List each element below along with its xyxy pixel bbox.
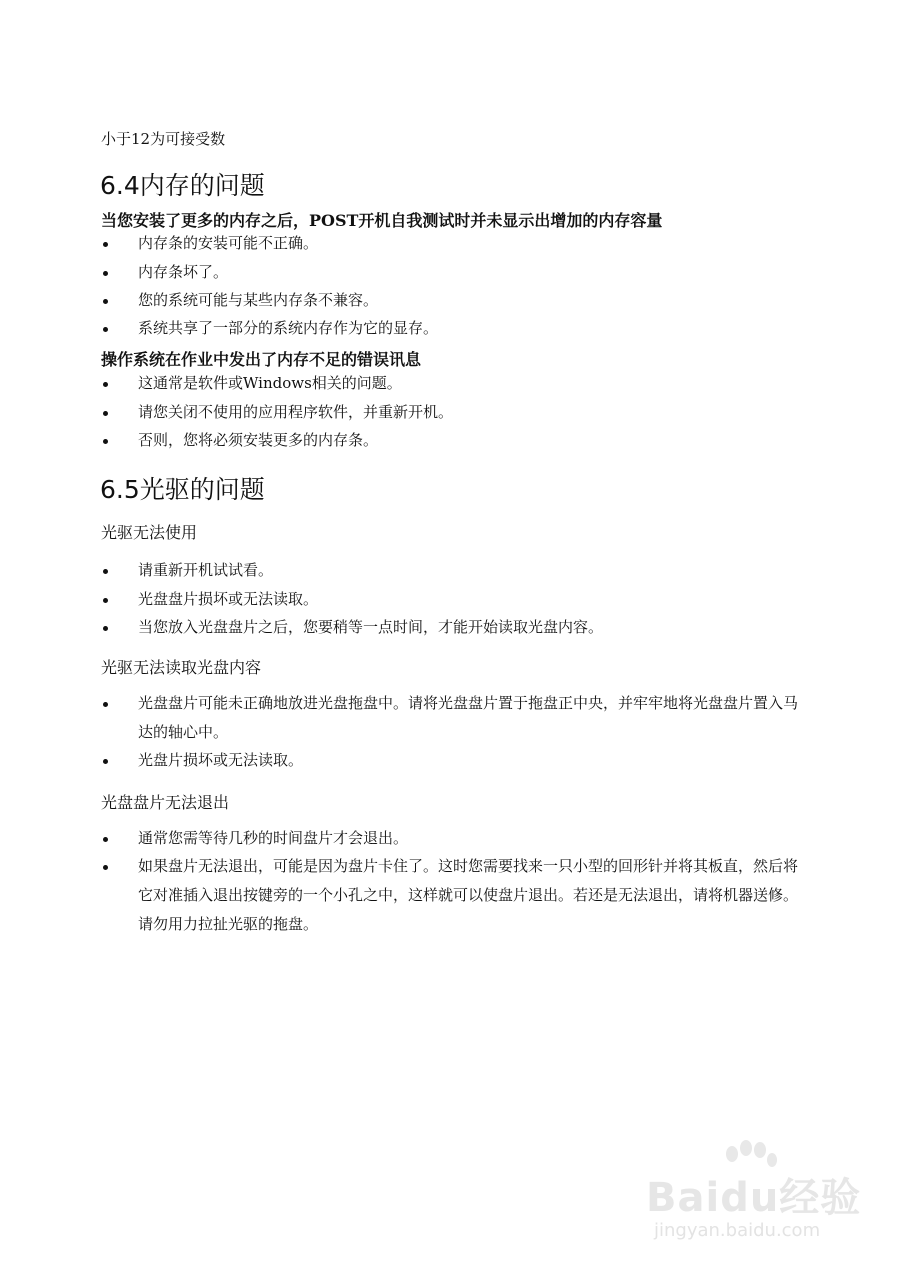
subheading-cannot-eject: 光盘盘片无法退出 <box>101 793 230 812</box>
list-item: 请您关闭不使用的应用程序软件，并重新开机。 <box>138 403 454 421</box>
list-item: 光盘片损坏或无法读取。 <box>138 751 304 769</box>
list-item: 如果盘片无法退出，可能是因为盘片卡住了。这时您需要找来一只小型的回形针并将其板直，然后将它对准插入退出按键旁的一个小孔之中，这样就可以使盘片退出。若还是无法退出，请将机器送修。请勿用力拉扯光驱的拖盘。 <box>138 857 799 933</box>
list-item: 光盘盘片损坏或无法读取。 <box>138 590 319 608</box>
subheading-cannot-read: 光驱无法读取光盘内容 <box>101 658 262 677</box>
watermark-brand: Baidu经验 <box>646 1175 862 1221</box>
subheading-memory-not-shown: 当您安装了更多的内存之后，POST开机自我测试时并未显示出增加的内存容量 <box>101 211 663 230</box>
list-item: 通常您需等待几秒的时间盘片才会退出。 <box>138 829 409 847</box>
subheading-drive-unusable: 光驱无法使用 <box>101 523 198 542</box>
section-title-optical-drive: 6.5光驱的问题 <box>100 475 265 504</box>
watermark <box>640 1140 870 1250</box>
list-item: 光盘盘片可能未正确地放进光盘拖盘中。请将光盘盘片置于拖盘正中央，并牢牢地将光盘盘片置入马达的轴心中。 <box>138 694 799 741</box>
list-item: 请重新开机试试看。 <box>138 561 274 579</box>
list-item: 您的系统可能与某些内存条不兼容。 <box>138 291 379 309</box>
list-item: 系统共享了一部分的系统内存作为它的显存。 <box>138 319 439 337</box>
list-item: 这通常是软件或Windows相关的问题。 <box>138 374 402 392</box>
list-item: 当您放入光盘盘片之后，您要稍等一点时间，才能开始读取光盘内容。 <box>138 618 604 636</box>
subheading-memory-error: 操作系统在作业中发出了内存不足的错误讯息 <box>101 350 422 369</box>
intro-line: 小于12为可接受数 <box>101 130 226 148</box>
section-title-memory: 6.4内存的问题 <box>100 171 265 200</box>
list-item: 内存条的安装可能不正确。 <box>138 234 319 252</box>
watermark-url: jingyan.baidu.com <box>654 1220 821 1241</box>
list-item: 内存条坏了。 <box>138 263 229 281</box>
list-item: 否则，您将必须安装更多的内存条。 <box>138 431 379 449</box>
